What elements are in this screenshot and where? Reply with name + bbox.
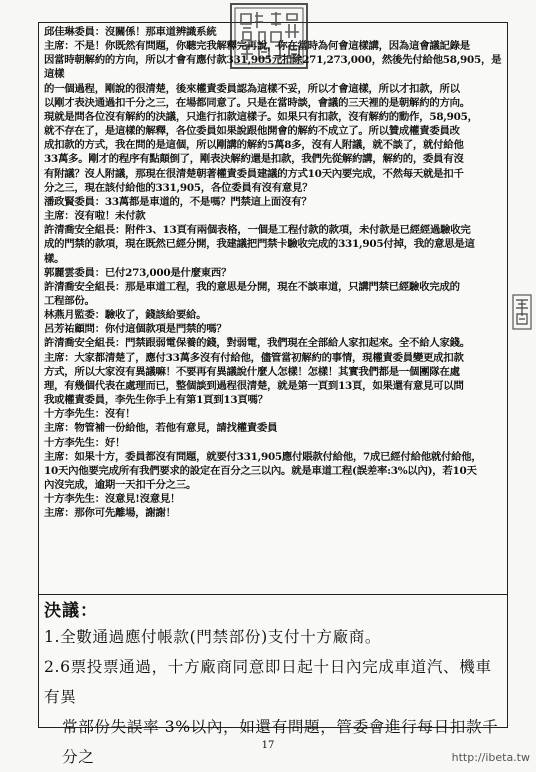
resolution-heading: 決議：	[44, 601, 98, 621]
minutes-line: 10天內他要完成所有我們要求的設定在百分之三以內。就是車道工程(誤差率:3%以內)，若10天	[44, 464, 477, 477]
minutes-line: 十方李先生：好！	[44, 436, 126, 449]
section-divider	[38, 594, 508, 595]
minutes-line: 成扣款的方式，我在問的是這個，所以剛講的解約5萬8多，沒有人附議，就不談了，就付給他	[44, 139, 464, 152]
minutes-line: 十方李先生：沒有！	[44, 408, 136, 421]
resolution-item: 2.6票投票通過，十方廠商同意即日起十日內完成車道汽、機車有異	[44, 658, 492, 706]
minutes-line: 許清喬安全組長：門禁跟弱電保養的錢，對弱電，我們現在全部給人家扣起來。全不給人家錢。	[44, 337, 470, 350]
source-watermark: http://ibeta.tw	[451, 751, 530, 764]
minutes-line: 邱佳琳委員：沒關係！那車道辨識系統	[44, 26, 217, 38]
resolution-item-continuation: 常部份失誤率 3%以內，如還有問題，管委會進行每日扣款千分之	[62, 718, 499, 766]
minutes-line: 主席：沒有啦！未付款	[44, 210, 146, 223]
minutes-line: 現就是問各位沒有解約的決議，只進行扣款這樣子。如果只有扣款，沒有解約的動作，58,905，	[44, 110, 478, 123]
minutes-line: 內沒完成，逾期一天扣千分之三。	[44, 479, 197, 491]
minutes-line: 主席：如果十方，委員都沒有問題，就要付331,905應付賬款付給他，7成已經付給他就付給他，	[44, 450, 482, 463]
minutes-line: 十方李先生：沒意見!沒意見！	[44, 493, 181, 506]
minutes-line: 33萬多。剛才的程序有點顛倒了，剛表決解約還是扣款，我們先從解約講，解約的，委員有沒	[44, 153, 464, 166]
minutes-line: 潘政賢委員：33萬都是車道的，不是嗎？門禁這上面沒有？	[44, 195, 312, 208]
meeting-minutes-transcript	[44, 25, 506, 520]
minutes-line: 因當時朝解約的方向，所以才會有應付款331,905元扣除271,273,000，然後先付給他58,905，是這樣	[44, 54, 502, 81]
minutes-line: 林燕月監委：驗收了，錢該給要給。	[44, 309, 207, 322]
minutes-line: 理，有幾個代表在處理而已，整個談到過程很清楚，就是第一頁到13頁，如果還有意見可以問	[44, 379, 464, 392]
minutes-line: 就不存在了，是這樣的解釋，各位委員如果說跟他開會的解約不成立了。所以贊成權責委員改	[44, 125, 460, 138]
margin-stamp-mark	[512, 294, 532, 330]
resolution-item: 1.全數通過應付帳款(門禁部份)支付十方廠商。	[44, 628, 382, 646]
minutes-line: 的一個過程，剛說的很清楚，後來權責委員認為這樣不妥，所以才會這樣，所以才扣款，所以	[44, 82, 460, 95]
minutes-line: 主席：不是！你既然有問題，你聽完我解釋完再說，你在當時為何會這樣講，因為這會議記錄是	[44, 40, 470, 53]
minutes-line: 工程部份。	[44, 294, 95, 307]
minutes-line: 郭麗雲委員：已付273,000是什麼東西？	[44, 266, 232, 279]
minutes-line: 分之三，現在該付給他的331,905，各位委員有沒有意見？	[44, 181, 313, 194]
minutes-line: 成的門禁的款項，現在既然已經分開，我建議把門禁卡驗收完成的331,905付掉，我的意思是這	[44, 238, 475, 251]
minutes-line: 我或權責委員，李先生你手上有第1頁到13頁嗎？	[44, 394, 268, 407]
minutes-line: 主席：大家都清楚了，應付33萬多沒有付給他，儘管當初解約的事情，現權責委員變更成扣款	[44, 351, 464, 364]
minutes-line: 呂芳祐顧問：你付這個款項是門禁的嗎？	[44, 323, 227, 336]
minutes-line: 以剛才表決通過扣千分之三，在場都同意了。只是在當時談，會議的三天裡的是朝解約的方向。	[44, 96, 470, 109]
minutes-line: 方式，所以大家沒有異議嘛！不要再有異議說什麼人怎樣！怎樣！其實我們都是一個團隊在處	[44, 365, 460, 378]
minutes-line: 許清喬安全組長：那是車道工程，我的意思是分開，現在不談車道，只講門禁已經驗收完成的	[44, 280, 460, 293]
minutes-line: 許清喬安全組長：附件3、13頁有兩個表格，一個是工程付款的款項，未付款是已經經過驗收完	[44, 224, 471, 237]
minutes-line: 樣。	[44, 252, 65, 265]
minutes-line: 主席：物管補一份給他，若他有意見，請找權責委員	[44, 422, 278, 435]
page-number: 17	[261, 740, 275, 751]
minutes-line: 主席：那你可先離場，謝謝！	[44, 507, 176, 520]
minutes-line: 有附議？沒人附議，那現在很清楚朝著權責委員建議的方式10天內要完成，不然每天就是扣千	[44, 167, 464, 180]
